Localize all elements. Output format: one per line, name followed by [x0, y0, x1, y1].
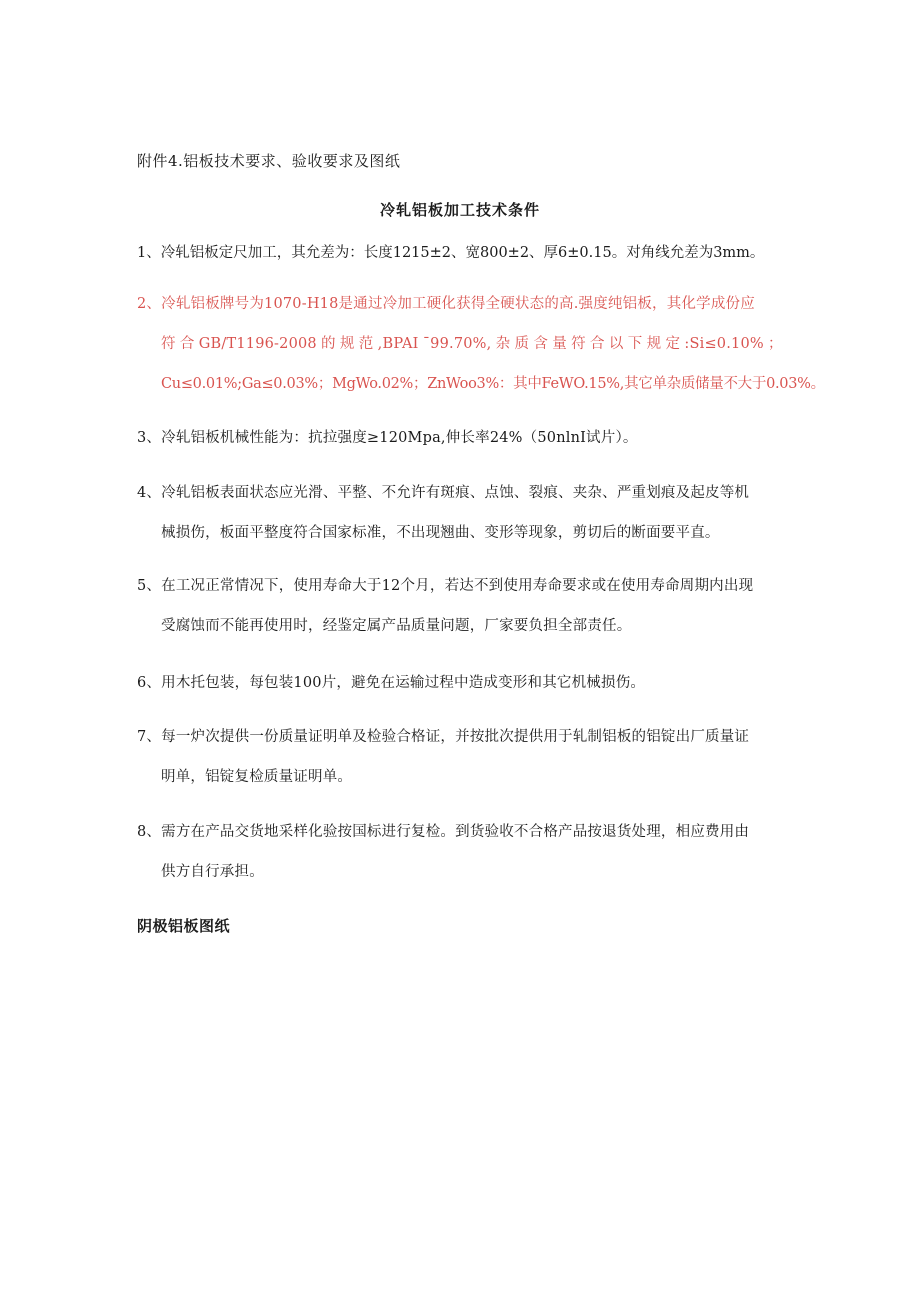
clause-2-word: 杂 [495, 336, 511, 352]
clause-1 [137, 233, 787, 273]
clause-2-word: GB/T1196-2008 [198, 336, 317, 352]
clause-2-word: ˉ99.70%, [422, 336, 492, 352]
clause-2-word: 定 [665, 336, 681, 352]
attachment-heading: 附件4.铝板技术要求、验收要求及图纸 [137, 152, 401, 170]
clause-1-line-1: 1、冷轧铝板定尺加工，其允差为：长度1215±2、宽800±2、厚6±0.15。对角线允差为3mm。 [137, 245, 765, 261]
clause-2-word: 规 [646, 336, 662, 352]
clause-8-line-2: 供方自行承担。 [161, 864, 264, 880]
clause-2-word: 合 [590, 336, 605, 352]
drawing-section-heading: 阴极铝板图纸 [137, 917, 231, 935]
clause-2-line-2 [137, 324, 787, 364]
clause-3 [137, 418, 787, 458]
clause-2-line-1: 2、冷轧铝板牌号为1070-H18是通过冷加工硬化获得全硬状态的高.强度纯铝板，其化学成份应 [137, 296, 755, 312]
clause-2-word: 的 [321, 336, 336, 352]
clause-2-word: ,BPAI [377, 336, 419, 352]
clause-5-line-1: 5、在工况正常情况下，使用寿命大于12个月，若达不到使用寿命要求或在使用寿命周期内出现 [137, 578, 754, 594]
clause-2-word: 规 [339, 336, 355, 352]
clause-5-line-2: 受腐蚀而不能再使用时，经鉴定属产品质量问题，厂家要负担全部责任。 [161, 618, 632, 634]
clause-2-word: ； [768, 336, 783, 352]
clause-2-word: :Si≤0.10% [684, 336, 764, 352]
clause-2-word: 符 [161, 336, 176, 352]
clause-7-line-2: 明单，铝锭复检质量证明单。 [161, 769, 353, 785]
clause-2-word: 符 [571, 336, 586, 352]
clause-2-line-3: Cu≤0.01%;Ga≤0.03%；MgWo.02%；ZnWoo3%：其中FeWO.15%,其它单杂质储量不大于0.03%。 [161, 376, 825, 392]
clause-5 [137, 566, 787, 646]
clause-4-line-2: 械损伤，板面平整度符合国家标准，不出现翘曲、变形等现象，剪切后的断面要平直。 [161, 525, 720, 541]
clause-6 [137, 663, 787, 703]
clause-2-word: 下 [627, 336, 643, 352]
clause-2-word: 范 [358, 336, 374, 352]
clause-2 [137, 284, 825, 404]
clause-4-line-1: 4、冷轧铝板表面状态应光滑、平整、不允许有斑痕、点蚀、裂痕、夹杂、严重划痕及起皮等机 [137, 485, 750, 501]
clause-8-line-1: 8、需方在产品交货地采样化验按国标进行复检。到货验收不合格产品按退货处理，相应费用由 [137, 824, 750, 840]
clause-7-line-1: 7、每一炉次提供一份质量证明单及检验合格证，并按批次提供用于轧制铝板的铝锭出厂质量证 [137, 729, 750, 745]
clause-2-word: 质 [514, 336, 530, 352]
clause-6-line-1: 6、用木托包装，每包装100片，避免在运输过程中造成变形和其它机械损伤。 [137, 675, 646, 691]
clause-7 [137, 717, 787, 797]
clause-2-word: 以 [608, 336, 624, 352]
clause-2-word: 合 [179, 336, 195, 352]
clause-2-word: 量 [552, 336, 567, 352]
clause-4 [137, 473, 787, 553]
clause-3-line-1: 3、冷轧铝板机械性能为：抗拉强度≥120Mpa,伸长率24%（50nlnI试片）。 [137, 430, 638, 446]
clause-2-word: 含 [533, 336, 549, 352]
document-title: 冷轧铝板加工技术条件 [379, 201, 540, 219]
clause-8 [137, 812, 787, 892]
